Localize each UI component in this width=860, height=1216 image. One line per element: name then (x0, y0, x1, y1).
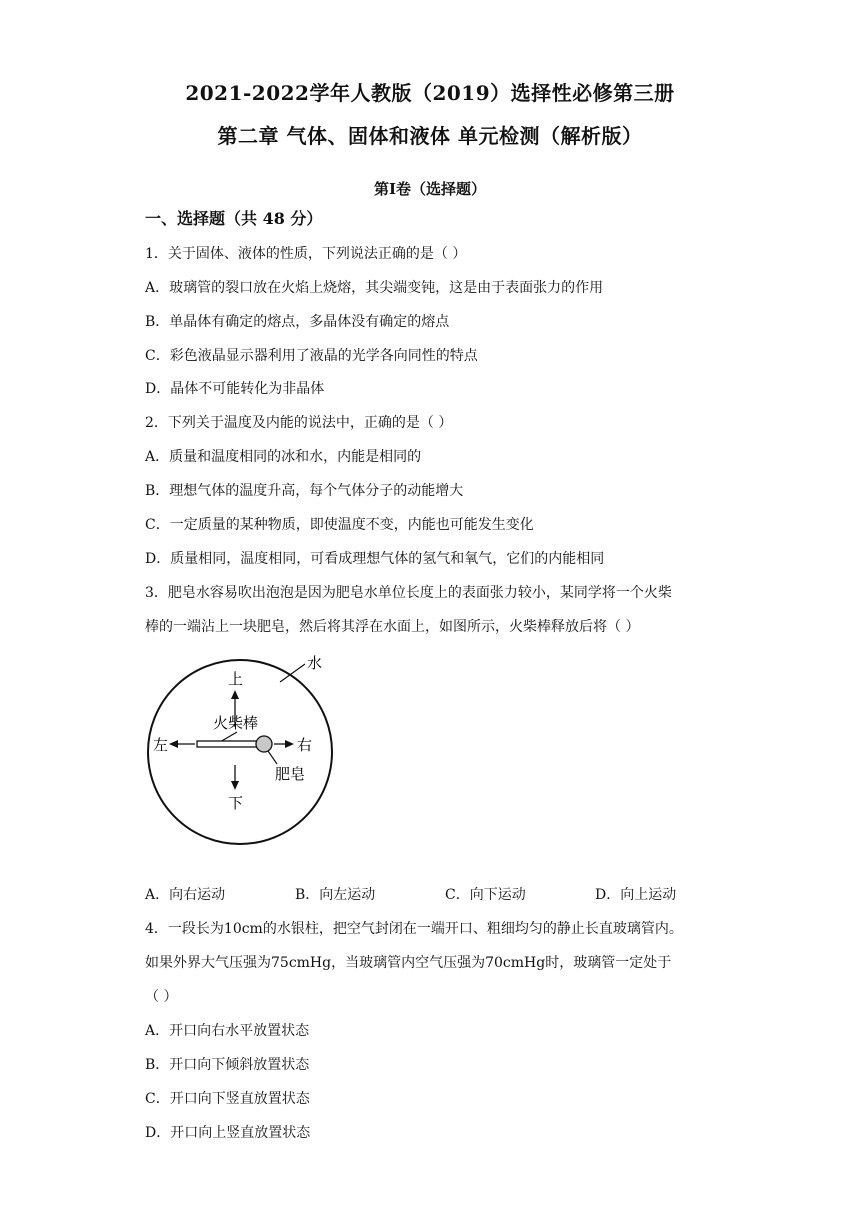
left-arrow-head (169, 740, 178, 748)
soap-pointer-line (268, 751, 277, 764)
up-label: 上 (228, 670, 244, 688)
document-title-line1: 2021-2022学年人教版（2019）选择性必修第三册 (185, 81, 675, 105)
water-label: 水 (307, 654, 323, 672)
question-2-option-b: B．理想气体的温度升高，每个气体分子的动能增大 (145, 483, 464, 499)
question-3-figure (145, 652, 335, 852)
question-3-option-a: A．向右运动 (145, 887, 226, 903)
document-title-line2: 第二章 气体、固体和液体 单元检测（解析版） (217, 124, 643, 148)
volume-heading: 第Ⅰ卷（选择题） (373, 180, 487, 198)
question-1-option-c: C．彩色液晶显示器利用了液晶的光学各向同性的特点 (145, 348, 478, 364)
question-1-stem: 1．关于固体、液体的性质，下列说法正确的是（ ） (145, 246, 467, 262)
water-pointer-line (280, 664, 305, 682)
question-4-stem-line1: 4．一段长为10cm的水银柱，把空气封闭在一端开口、粗细均匀的静止长直玻璃管内。 (145, 921, 683, 937)
question-3-stem-line1: 3．肥皂水容易吹出泡泡是因为肥皂水单位长度上的表面张力较小，某同学将一个火柴 (145, 585, 672, 601)
question-3-option-b: B．向左运动 (295, 887, 376, 903)
question-1-option-d: D．晶体不可能转化为非晶体 (145, 381, 325, 397)
soap-ball (256, 736, 272, 752)
question-3-option-c: C．向下运动 (445, 887, 526, 903)
question-2-option-d: D．质量相同，温度相同，可看成理想气体的氢气和氧气，它们的内能相同 (145, 551, 605, 567)
match-label: 火柴棒 (213, 714, 259, 732)
question-4-option-c: C．开口向下竖直放置状态 (145, 1091, 310, 1107)
question-4-option-a: A．开口向右水平放置状态 (145, 1023, 310, 1039)
soap-label: 肥皂 (275, 765, 306, 783)
question-1-option-a: A．玻璃管的裂口放在火焰上烧熔，其尖端变钝，这是由于表面张力的作用 (145, 280, 604, 296)
question-3-option-d: D．向上运动 (595, 887, 677, 903)
left-label: 左 (153, 736, 169, 754)
question-2-option-c: C．一定质量的某种物质，即使温度不变，内能也可能发生变化 (145, 517, 534, 533)
question-4-option-b: B．开口向下倾斜放置状态 (145, 1057, 310, 1073)
down-label: 下 (228, 794, 244, 812)
down-arrow-head (231, 781, 239, 790)
question-3-stem-line2: 棒的一端沾上一块肥皂，然后将其浮在水面上，如图所示，火柴棒释放后将（ ） (145, 619, 640, 635)
section-heading: 一、选择题（共 48 分） (145, 209, 323, 228)
right-arrow-head (285, 740, 294, 748)
question-2-stem: 2．下列关于温度及内能的说法中，正确的是（ ） (145, 415, 453, 431)
right-label: 右 (297, 736, 313, 754)
question-1-option-b: B．单晶体有确定的熔点，多晶体没有确定的熔点 (145, 314, 450, 330)
question-3-options (145, 884, 676, 904)
up-arrow-head (231, 690, 239, 699)
question-4-option-d: D．开口向上竖直放置状态 (145, 1125, 311, 1141)
question-4-stem-line3: （ ） (145, 989, 178, 1005)
question-2-option-a: A．质量和温度相同的冰和水，内能是相同的 (145, 449, 422, 465)
matchstick (197, 741, 263, 747)
question-4-stem-line2: 如果外界大气压强为75cmHg，当玻璃管内空气压强为70cmHg时，玻璃管一定处于 (145, 955, 672, 971)
